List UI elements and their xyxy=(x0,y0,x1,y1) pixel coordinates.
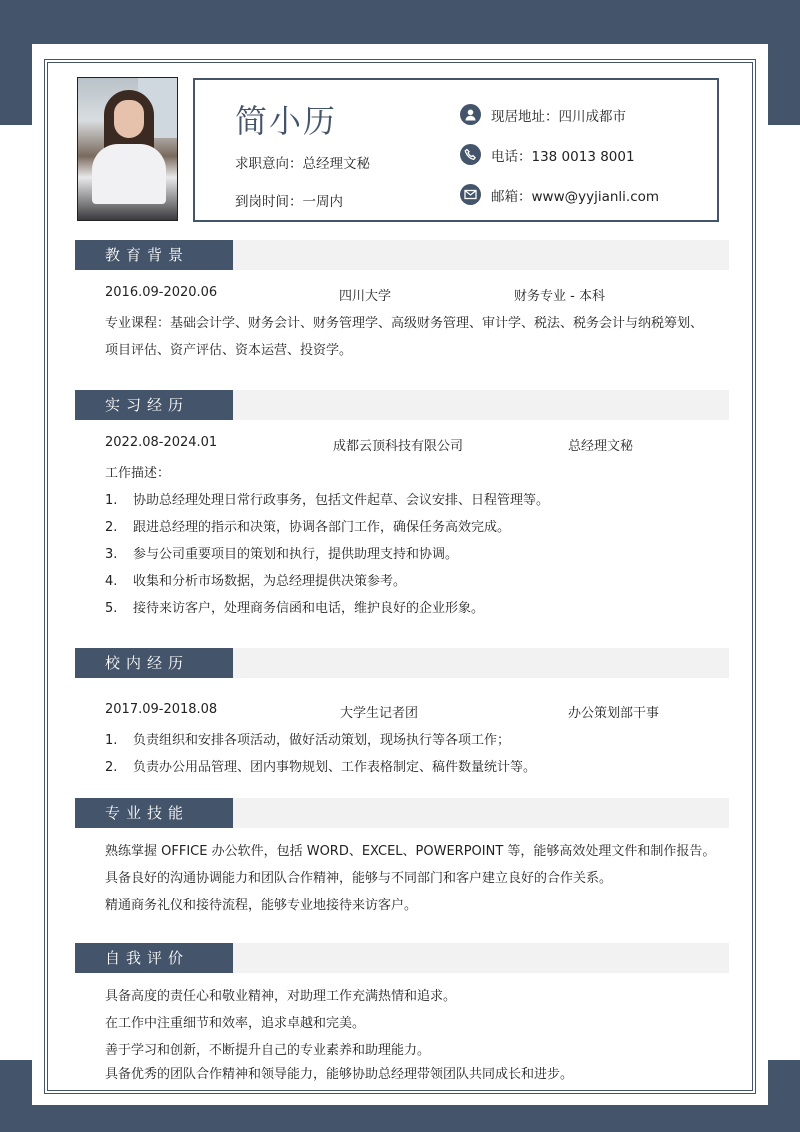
job-intent: 求职意向：总经理文秘 xyxy=(235,156,370,172)
list-item: 2. 负责办公用品管理、团内事物规划、工作表格制定、稿件数量统计等。 xyxy=(105,760,537,775)
header-info-box xyxy=(193,78,719,222)
candidate-name: 简小历 xyxy=(235,102,338,140)
decor-bottom-band xyxy=(0,1105,800,1132)
contact-address: 现居地址：四川成都市 xyxy=(460,104,626,125)
list-item: 3. 参与公司重要项目的策划和执行，提供助理支持和协调。 xyxy=(105,547,459,562)
intern-company: 成都云顶科技有限公司 xyxy=(333,439,464,454)
contact-email: 邮箱：www@yyjianli.com xyxy=(460,184,659,205)
campus-period: 2017.09-2018.08 xyxy=(105,702,218,717)
section-title: 专业技能 xyxy=(75,798,233,828)
edu-school: 四川大学 xyxy=(339,289,392,304)
list-item: 1. 负责组织和安排各项活动，做好活动策划，现场执行等各项工作； xyxy=(105,733,511,748)
section-education-header xyxy=(75,240,729,270)
skill-line: 具备良好的沟通协调能力和团队合作精神，能够与不同部门和客户建立良好的合作关系。 xyxy=(105,871,613,886)
eval-line: 具备优秀的团队合作精神和领导能力，能够协助总经理带领团队共同成长和进步。 xyxy=(105,1067,574,1082)
mail-icon xyxy=(460,184,481,205)
list-item: 5. 接待来访客户，处理商务信函和电话，维护良好的企业形象。 xyxy=(105,601,485,616)
edu-courses-cont: 项目评估、资产评估、资本运营、投资学。 xyxy=(105,343,353,358)
list-item: 4. 收集和分析市场数据，为总经理提供决策参考。 xyxy=(105,574,407,589)
arrival-time: 到岗时间：一周内 xyxy=(235,194,343,210)
phone-icon xyxy=(460,144,481,165)
section-internship-header xyxy=(75,390,729,420)
intern-period: 2022.08-2024.01 xyxy=(105,435,218,450)
intern-desc-label: 工作描述： xyxy=(105,466,171,481)
campus-org: 大学生记者团 xyxy=(340,706,419,721)
skill-line: 精通商务礼仪和接待流程，能够专业地接待来访客户。 xyxy=(105,898,418,913)
eval-line: 善于学习和创新，不断提升自己的专业素养和助理能力。 xyxy=(105,1043,431,1058)
campus-role: 办公策划部干事 xyxy=(568,706,660,721)
edu-major: 财务专业 - 本科 xyxy=(514,289,605,304)
eval-line: 具备高度的责任心和敬业精神，对助理工作充满热情和追求。 xyxy=(105,989,457,1004)
decor-bottom-left xyxy=(0,1060,32,1132)
profile-photo xyxy=(77,77,178,221)
section-skills-header xyxy=(75,798,729,828)
section-title: 自我评价 xyxy=(75,943,233,973)
section-campus-header xyxy=(75,648,729,678)
intern-role: 总经理文秘 xyxy=(568,439,634,454)
section-title: 实习经历 xyxy=(75,390,233,420)
contact-phone: 电话：138 0013 8001 xyxy=(460,144,635,165)
section-self-eval-header xyxy=(75,943,729,973)
edu-period: 2016.09-2020.06 xyxy=(105,285,218,300)
section-title: 教育背景 xyxy=(75,240,233,270)
person-icon xyxy=(460,104,481,125)
list-item: 2. 跟进总经理的指示和决策，协调各部门工作，确保任务高效完成。 xyxy=(105,520,511,535)
skill-line: 熟练掌握 OFFICE 办公软件，包括 WORD、EXCEL、POWERPOINT 等，能够高效处理文件和制作报告。 xyxy=(105,844,716,859)
edu-courses: 专业课程：基础会计学、财务会计、财务管理学、高级财务管理、审计学、税法、税务会计与纳税筹划、 xyxy=(105,316,704,331)
eval-line: 在工作中注重细节和效率，追求卓越和完美。 xyxy=(105,1016,366,1031)
list-item: 1. 协助总经理处理日常行政事务，包括文件起草、会议安排、日程管理等。 xyxy=(105,493,550,508)
decor-top-right xyxy=(768,0,800,125)
decor-bottom-right xyxy=(768,1060,800,1132)
decor-top-left xyxy=(0,0,32,125)
decor-top-band xyxy=(0,0,800,44)
section-title: 校内经历 xyxy=(75,648,233,678)
